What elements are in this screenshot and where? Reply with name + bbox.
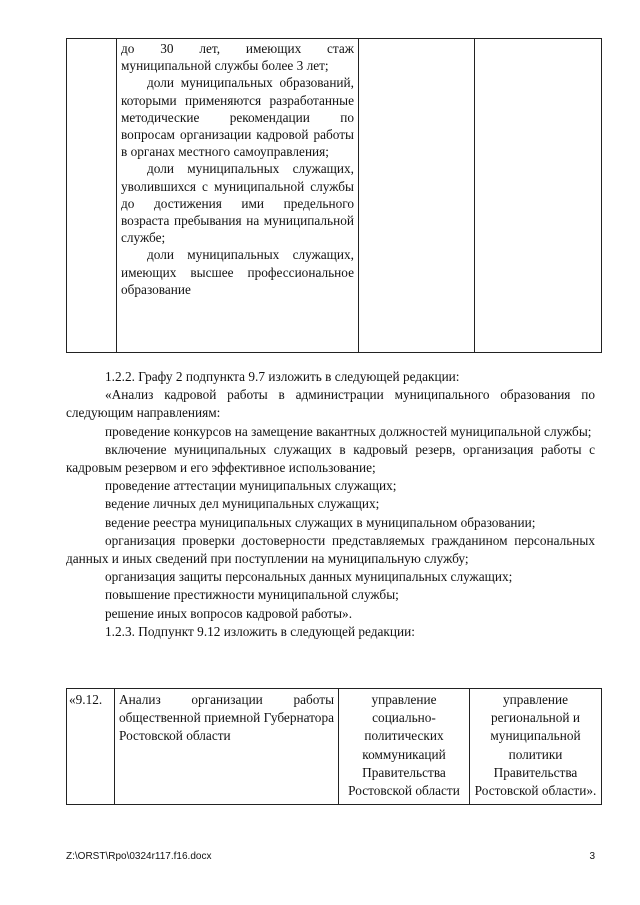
indicator-text: доли муниципальных служащих, имеющих высшее профессиональное образование: [121, 247, 354, 297]
item-number: «9.12.: [69, 692, 103, 707]
indicator-text: доли муниципальных образований, которыми применяются разработанные методические рекомендации по вопросам организации кадровой работы в органах местного самоуправления;: [121, 75, 354, 160]
indicator-text: до 30 лет, имеющих стаж муниципальной службы более 3 лет;: [121, 41, 354, 74]
file-path: Z:\ORST\Rpo\0324r117.f16.docx: [66, 851, 212, 862]
table-cell-responsible: [339, 689, 470, 805]
paragraph: решение иных вопросов кадровой работы».: [105, 605, 353, 621]
paragraph: организация проверки достоверности представляемых гражданином персональных данных и иных сведений при поступлении на муниципальную службу;: [66, 532, 595, 567]
table-cell-coexecutor: [475, 39, 602, 353]
paragraph: 1.2.3. Подпункт 9.12 изложить в следующей редакции:: [105, 623, 415, 639]
paragraph: проведение конкурсов на замещение вакантных должностей муниципальной службы;: [105, 423, 592, 439]
indicator-text: доли муниципальных служащих, уволившихся с муниципальной службы до достижения ими предельного возраста пребывания на муниципальной службе;: [121, 161, 354, 246]
table-row: [67, 689, 602, 805]
table-cell-coexecutor: [470, 689, 602, 805]
paragraph: ведение реестра муниципальных служащих в муниципальном образовании;: [105, 514, 536, 530]
paragraph: включение муниципальных служащих в кадровый резерв, организация работы с кадровым резервом и его эффективное использование;: [66, 441, 595, 476]
table-cell-number: [67, 689, 115, 805]
page-number: 3: [589, 851, 595, 862]
body-text: [66, 368, 595, 641]
table-row: [67, 39, 602, 353]
top-table: [66, 38, 602, 353]
table-cell-number: [67, 39, 117, 353]
item-coexecutor: управление региональной и муниципальной политики Правительства Ростовской области».: [474, 692, 597, 799]
paragraph: организация защиты персональных данных муниципальных служащих;: [105, 569, 513, 585]
paragraph: «Анализ кадровой работы в администрации муниципального образования по следующим направлениям:: [66, 387, 595, 421]
item-responsible: управление социально-политических коммуникаций Правительства Ростовской области: [348, 692, 460, 799]
table-cell-indicators: [117, 39, 359, 353]
bottom-table: [66, 688, 602, 805]
paragraph: ведение личных дел муниципальных служащих;: [105, 496, 380, 512]
item-description: Анализ организации работы общественной приемной Губернатора Ростовской области: [119, 692, 334, 744]
table-cell-description: [115, 689, 339, 805]
paragraph: повышение престижности муниципальной службы;: [105, 587, 399, 603]
table-cell-responsible: [359, 39, 475, 353]
paragraph: 1.2.2. Графу 2 подпункта 9.7 изложить в следующей редакции:: [105, 369, 460, 384]
paragraph: проведение аттестации муниципальных служащих;: [105, 478, 397, 494]
